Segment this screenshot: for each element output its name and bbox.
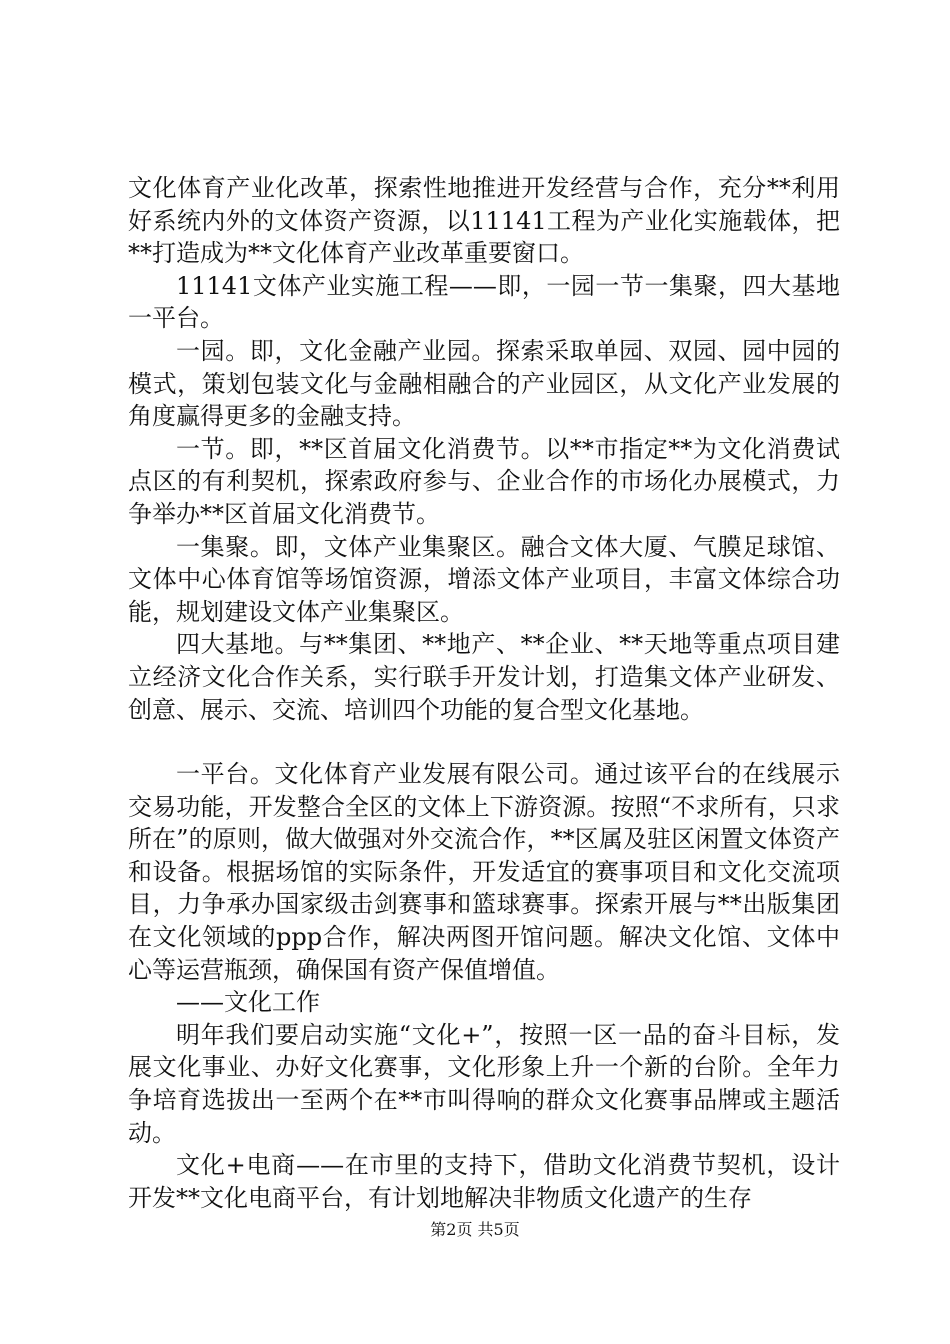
- paragraph: 文化+电商——在市里的支持下，借助文化消费节契机，设计开发**文化电商平台，有计划地解决非物质文化遗产的生存: [128, 1151, 840, 1212]
- paragraph: 四大基地。与**集团、**地产、**企业、**天地等重点项目建立经济文化合作关系，实行联手开发计划，打造集文体产业研发、创意、展示、交流、培训四个功能的复合型文化基地。: [128, 630, 840, 724]
- document-body: [128, 172, 840, 1214]
- paragraph: 一节。即，**区首届文化消费节。以**市指定**为文化消费试点区的有利契机，探索政府参与、企业合作的市场化办展模式，力争举办**区首届文化消费节。: [128, 434, 840, 528]
- paragraph: 文化体育产业化改革，探索性地推进开发经营与合作，充分**利用好系统内外的文体资产资源，以11141工程为产业化实施载体，把**打造成为**文化体育产业改革重要窗口。: [128, 174, 840, 268]
- paragraph: 一园。即，文化金融产业园。探索采取单园、双园、园中园的模式，策划包装文化与金融相融合的产业园区，从文化产业发展的角度赢得更多的金融支持。: [128, 336, 840, 431]
- paragraph: 11141文体产业实施工程——即，一园一节一集聚，四大基地一平台。: [128, 271, 840, 333]
- paragraph: 一集聚。即，文体产业集聚区。融合文体大厦、气膜足球馆、文体中心体育馆等场馆资源，增添文体产业项目，丰富文体综合功能，规划建设文体产业集聚区。: [128, 532, 840, 626]
- paragraph: 明年我们要启动实施“文化+”，按照一区一品的奋斗目标，发展文化事业、办好文化赛事，文化形象上升一个新的台阶。全年力争培育选拔出一至两个在**市叫得响的群众文化赛事品牌或主题活动。: [128, 1020, 840, 1147]
- paragraph: 一平台。文化体育产业发展有限公司。通过该平台的在线展示交易功能，开发整合全区的文体上下游资源。按照“不求所有，只求所在”的原则，做大做强对外交流合作，**区属及驻区闲置文体资产和设备。根据场馆的实际条件，开发适宜的赛事项目和文化交流项目，力争承办国家级击剑赛事和篮球赛事。探索开展与**出版集团在文化领域的ppp合作，解决两图开馆问题。解决文化馆、文体中心等运营瓶颈，确保国有资产保值增值。: [128, 760, 840, 984]
- page-number: 第2页 共5页: [430, 1220, 520, 1239]
- section-heading: ——文化工作: [176, 988, 320, 1017]
